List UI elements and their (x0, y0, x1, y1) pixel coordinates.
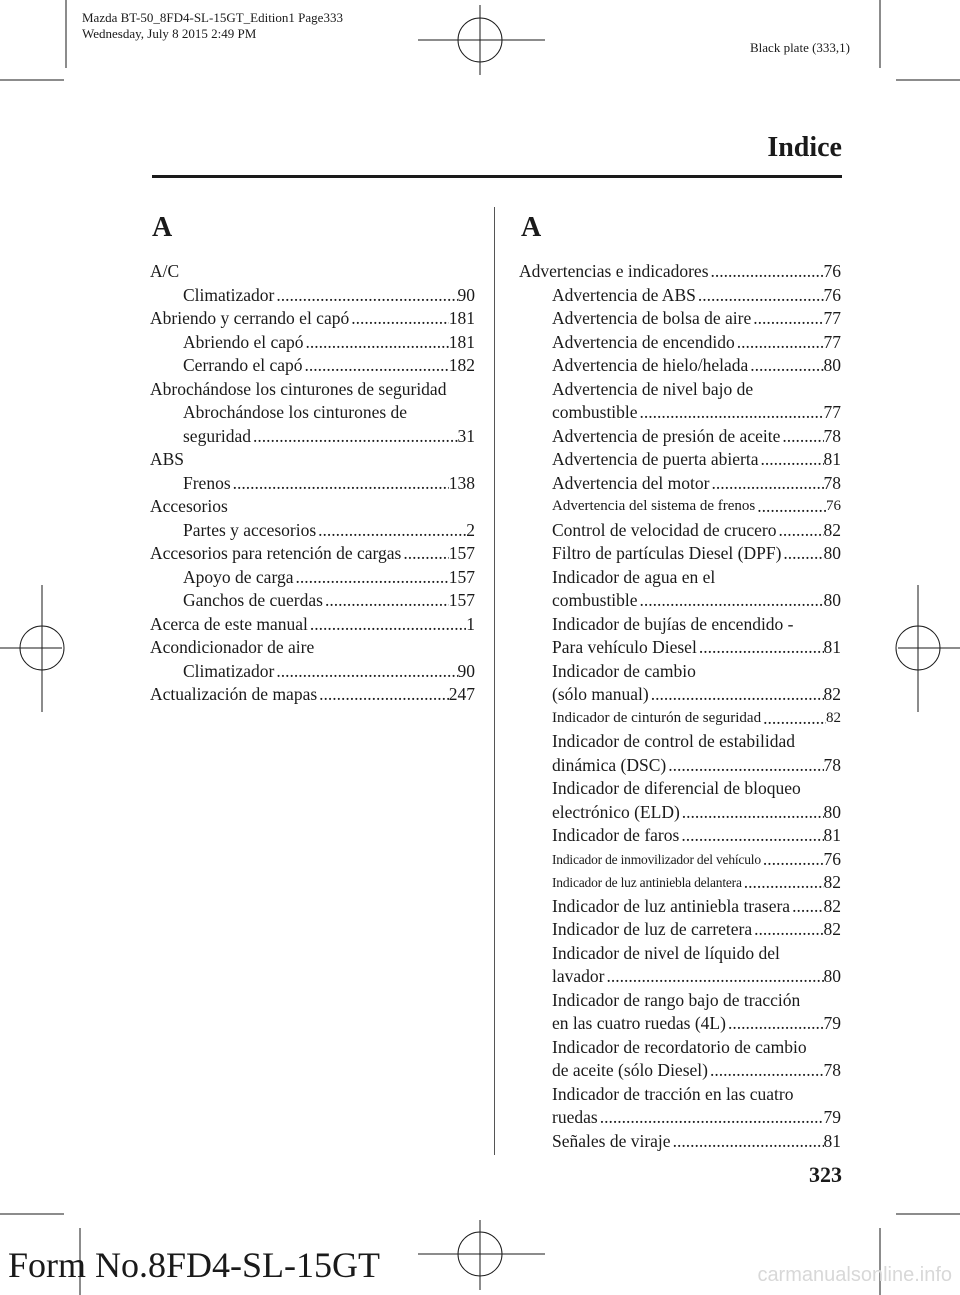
index-entry (519, 566, 841, 590)
dot-leader (231, 472, 449, 496)
index-entry-text: Accesorios (150, 496, 228, 516)
index-entry (150, 589, 475, 613)
index-entry (519, 260, 841, 284)
index-entry-text: Cerrando el capó (183, 355, 303, 375)
index-entry-text: Indicador de rango bajo de tracción (552, 989, 801, 1010)
index-entry-text: Acerca de este manual (150, 613, 308, 634)
index-entry (150, 519, 475, 543)
index-entry (150, 260, 475, 284)
index-entry (150, 448, 475, 472)
index-entry-page: 82 (823, 519, 841, 540)
index-entry-page: 247 (448, 684, 475, 704)
index-entry-page: 79 (823, 1013, 841, 1033)
dot-leader (293, 566, 448, 590)
index-entry-text: Climatizador (183, 284, 275, 305)
index-entry (150, 660, 475, 684)
index-entry (519, 730, 841, 754)
index-entry-page: 80 (823, 543, 841, 563)
index-entry-text: Climatizador (183, 660, 275, 681)
dot-leader (777, 519, 824, 543)
dot-leader (251, 425, 457, 449)
index-entry (150, 378, 475, 402)
index-entry-page: 78 (823, 754, 841, 775)
print-header-line1: Mazda BT-50_8FD4-SL-15GT_Edition1 Page333 (82, 10, 343, 25)
index-entry-text: Indicador de luz antiniebla trasera (552, 895, 791, 916)
index-entry-page: 80 (823, 355, 841, 375)
print-header-line2: Wednesday, July 8 2015 2:49 PM (82, 26, 257, 41)
dot-leader (752, 918, 823, 942)
dot-leader (666, 754, 823, 778)
index-entry-page: 1 (466, 613, 475, 634)
index-entry-page: 181 (448, 331, 475, 352)
index-entry (519, 942, 841, 966)
print-header (82, 10, 343, 42)
index-entry-page: 82 (823, 895, 841, 916)
index-entry-text: Advertencia del motor (552, 472, 710, 493)
dot-leader (735, 331, 824, 355)
index-entry-text: Accesorios para retención de cargas (150, 543, 402, 563)
index-entry-page: 90 (457, 660, 475, 681)
index-entry-text: seguridad (183, 425, 252, 446)
index-entry-text: Indicador de luz antiniebla delantera (552, 875, 742, 890)
index-entry (519, 307, 841, 331)
index-entry (519, 683, 841, 707)
dot-leader (751, 307, 823, 331)
index-entry-page: 81 (823, 1130, 841, 1151)
dot-leader (649, 683, 824, 707)
index-entry-page: 78 (823, 1060, 841, 1080)
index-entry-page: 81 (823, 449, 841, 469)
dot-leader (317, 683, 449, 707)
index-entry (519, 1083, 841, 1107)
index-entry-text: Indicador de bujías de encendido - (552, 613, 794, 634)
index-entry-text: de aceite (sólo Diesel) (552, 1060, 708, 1080)
index-entry-text: en las cuatro ruedas (4L) (552, 1013, 726, 1033)
index-entry-page: 90 (457, 284, 475, 305)
index-entry (519, 754, 841, 778)
dot-leader (758, 448, 823, 472)
index-entry-text: Abrochándose los cinturones de seguridad (150, 378, 447, 399)
page-number: 323 (809, 1162, 842, 1187)
index-entry (150, 307, 475, 331)
index-entry (150, 636, 475, 660)
index-entry-text: Advertencia de bolsa de aire (552, 308, 752, 328)
index-entry-text: Abriendo y cerrando el capó (150, 308, 350, 328)
dot-leader (709, 260, 824, 284)
index-entry-page: 81 (823, 637, 841, 657)
dot-leader (304, 331, 449, 355)
index-entry-text: Apoyo de carga (183, 566, 294, 587)
index-entry-page: 78 (823, 425, 841, 446)
index-entry-text: Indicador de tracción en las cuatro (552, 1083, 794, 1104)
dot-leader (604, 965, 823, 989)
index-entry (519, 448, 841, 472)
dot-leader (671, 1130, 824, 1154)
index-entry-page: 79 (823, 1107, 841, 1127)
index-entry-page: 78 (823, 472, 841, 493)
index-entry-page: 181 (448, 308, 475, 328)
dot-leader (790, 895, 823, 919)
index-entry (519, 284, 841, 308)
index-entry-text: Acondicionador de aire (150, 637, 315, 657)
dot-leader (709, 472, 823, 496)
index-entry (150, 542, 475, 566)
dot-leader (742, 871, 824, 895)
dot-leader (761, 707, 826, 731)
dot-leader (680, 801, 824, 825)
dot-leader (780, 425, 823, 449)
index-entry-page: 76 (823, 284, 841, 305)
index-entry-page: 76 (826, 498, 841, 514)
index-entry-text: Indicador de diferencial de bloqueo (552, 778, 801, 798)
index-entry-text: Abrochándose los cinturones de (183, 402, 408, 422)
right-section-letter: A (521, 212, 542, 243)
index-entry (519, 542, 841, 566)
index-entry-text: Frenos (183, 472, 231, 493)
index-entry (150, 472, 475, 496)
index-entry (519, 777, 841, 801)
index-entry-page: 77 (823, 402, 841, 422)
dot-leader (696, 284, 824, 308)
index-entry-text: ABS (150, 449, 185, 469)
index-entry-text: (sólo manual) (552, 684, 649, 704)
index-entry-text: Indicador de inmovilizador del vehículo (552, 851, 761, 867)
dot-leader (303, 354, 449, 378)
index-entry (519, 1106, 841, 1130)
index-entry (519, 871, 841, 895)
watermark: carmanualsonline.info (757, 1264, 952, 1286)
index-entry-text: Abriendo el capó (183, 331, 304, 352)
plate-label: Black plate (333,1) (750, 40, 850, 55)
dot-leader (755, 495, 826, 519)
index-entry (519, 472, 841, 496)
index-entry-text: electrónico (ELD) (552, 801, 680, 822)
index-entry-text: Filtro de partículas Diesel (DPF) (552, 543, 782, 563)
index-entry-text: Advertencia del sistema de frenos (552, 498, 756, 514)
index-entry-text: A/C (150, 261, 180, 281)
index-entry (519, 895, 841, 919)
index-entry (519, 495, 841, 519)
index-entry-text: Advertencia de hielo/helada (552, 355, 749, 375)
index-entry-page: 77 (823, 308, 841, 328)
index-entry (519, 636, 841, 660)
index-entry (150, 613, 475, 637)
index-entry (519, 1059, 841, 1083)
dot-leader (726, 1012, 824, 1036)
dot-leader (708, 1059, 824, 1083)
dot-leader (638, 401, 824, 425)
page-title: Indice (767, 132, 842, 163)
index-entry-text: Indicador de control de estabilidad (552, 731, 795, 751)
index-entry-page: 80 (823, 801, 841, 822)
dot-leader (323, 589, 449, 613)
dot-leader (598, 1106, 824, 1130)
index-entry (519, 354, 841, 378)
index-entry-text: Indicador de nivel de líquido del (552, 942, 780, 963)
left-section-letter: A (152, 212, 173, 243)
index-entry-text: Partes y accesorios (183, 519, 317, 540)
dot-leader (761, 848, 824, 872)
index-entry-page: 182 (448, 355, 475, 375)
left-index-column (150, 260, 475, 707)
index-entry-text: Para vehículo Diesel (552, 637, 697, 657)
index-entry (150, 566, 475, 590)
index-entry (150, 425, 475, 449)
index-entry (150, 401, 475, 425)
index-entry-page: 81 (823, 825, 841, 845)
index-entry-page: 77 (823, 331, 841, 352)
dot-leader (349, 307, 449, 331)
index-entry-page: 82 (823, 919, 841, 939)
index-entry-page: 31 (457, 425, 475, 446)
index-entry (150, 683, 475, 707)
index-entry-text: Indicador de luz de carretera (552, 919, 753, 939)
index-entry (519, 331, 841, 355)
index-entry-page: 157 (448, 590, 475, 610)
index-entry-text: Señales de viraje (552, 1130, 671, 1151)
index-entry-text: Indicador de cinturón de seguridad (552, 709, 762, 726)
index-entry-page: 2 (466, 519, 475, 540)
dot-leader (274, 660, 457, 684)
index-entry-page: 138 (448, 472, 475, 493)
dot-leader (274, 284, 457, 308)
index-entry-text: combustible (552, 590, 638, 610)
index-entry (519, 425, 841, 449)
dot-leader (697, 636, 824, 660)
index-entry-page: 80 (823, 966, 841, 986)
dot-leader (308, 613, 466, 637)
index-entry-text: Indicador de agua en el (552, 566, 716, 587)
index-entry-text: Indicador de faros (552, 825, 680, 845)
index-entry-page: 157 (448, 566, 475, 587)
index-entry (150, 284, 475, 308)
index-entry-text: lavador (552, 966, 605, 986)
column-divider (494, 207, 495, 1155)
index-entry (519, 918, 841, 942)
index-entry (519, 660, 841, 684)
index-entry-text: dinámica (DSC) (552, 754, 667, 775)
index-entry-text: Actualización de mapas (150, 684, 318, 704)
index-entry-page: 82 (823, 872, 841, 892)
index-entry (519, 707, 841, 731)
dot-leader (748, 354, 823, 378)
index-entry (150, 331, 475, 355)
index-entry-page: 82 (826, 709, 841, 726)
dot-leader (781, 542, 823, 566)
index-entry-text: Indicador de recordatorio de cambio (552, 1036, 807, 1057)
dot-leader (401, 542, 448, 566)
title-rule (152, 175, 842, 178)
index-entry-text: Advertencia de ABS (552, 284, 696, 305)
index-entry-text: Indicador de cambio (552, 660, 696, 681)
index-entry-text: Advertencias e indicadores (519, 261, 709, 281)
index-entry (519, 989, 841, 1013)
index-entry (519, 965, 841, 989)
index-entry (150, 354, 475, 378)
index-entry (519, 848, 841, 872)
dot-leader (316, 519, 466, 543)
index-entry-page: 82 (823, 684, 841, 704)
form-number: Form No.8FD4-SL-15GT (8, 1245, 381, 1285)
index-entry-page: 157 (448, 543, 475, 563)
index-entry (519, 378, 841, 402)
index-entry-page: 80 (823, 590, 841, 610)
index-entry-page: 76 (823, 848, 841, 869)
index-entry-text: Ganchos de cuerdas (183, 590, 323, 610)
index-entry-text: ruedas (552, 1107, 598, 1127)
index-entry-text: combustible (552, 402, 638, 422)
index-entry (519, 589, 841, 613)
dot-leader (638, 589, 824, 613)
index-entry (150, 495, 475, 519)
index-entry (519, 801, 841, 825)
index-entry-text: Advertencia de puerta abierta (552, 449, 759, 469)
index-entry (519, 1036, 841, 1060)
index-entry (519, 824, 841, 848)
dot-leader (679, 824, 823, 848)
index-entry (519, 1130, 841, 1154)
index-entry (519, 1012, 841, 1036)
index-entry-text: Advertencia de nivel bajo de (552, 378, 754, 399)
right-index-column (519, 260, 841, 1153)
index-entry (519, 401, 841, 425)
index-entry (519, 519, 841, 543)
index-entry-text: Advertencia de encendido (552, 331, 735, 352)
index-entry (519, 613, 841, 637)
index-entry-text: Advertencia de presión de aceite (552, 425, 781, 446)
index-entry-text: Control de velocidad de crucero (552, 519, 777, 540)
index-entry-page: 76 (823, 261, 841, 281)
